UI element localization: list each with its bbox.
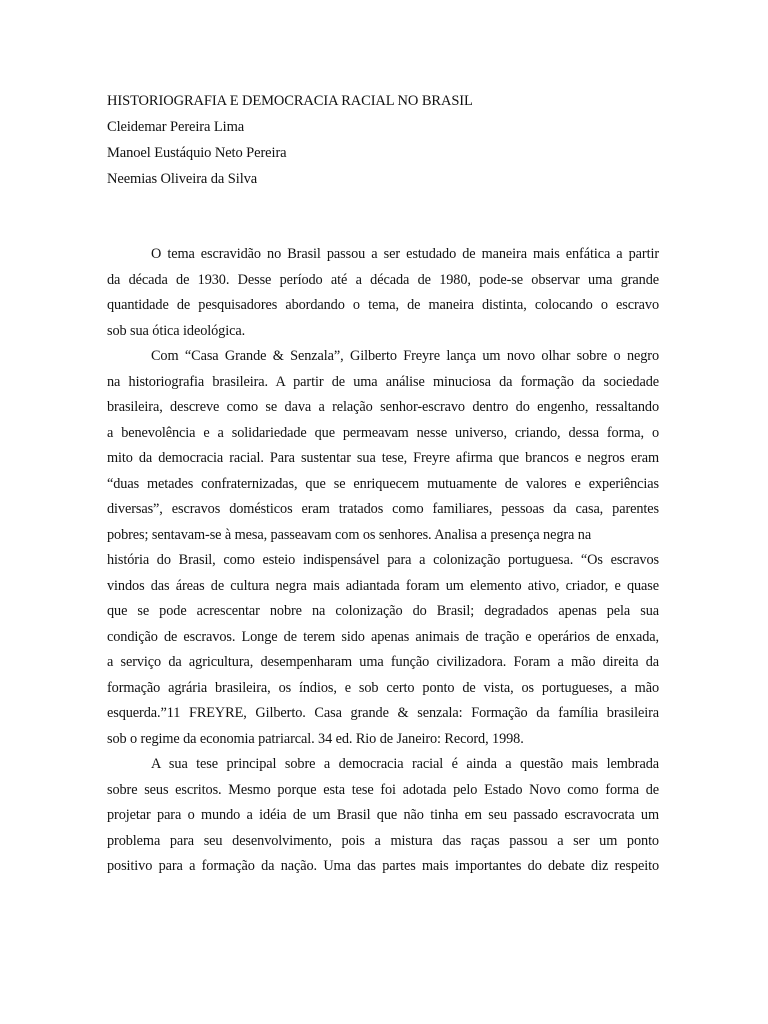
text-line: da década de 1930. Desse período até a década de 1980, pode-se observar uma grande [107, 271, 659, 288]
text-line: “duas metades confraternizadas, que se enriquecem mutuamente de valores e experiências [107, 475, 659, 492]
text-line: O tema escravidão no Brasil passou a ser estudado de maneira mais enfática a partir [151, 246, 659, 262]
paragraph [107, 344, 659, 752]
text-line: diversas”, escravos domésticos eram tratados como familiares, pessoas da casa, parentes [107, 501, 659, 517]
text-line: que se pode acrescentar nobre na colonização do Brasil; degradados apenas pela sua [107, 603, 659, 619]
text-line: a serviço da agricultura, desempenharam uma função civilizadora. Foram a mão direita da [107, 654, 659, 670]
text-line: positivo para a formação da nação. Uma das partes mais importantes do debate diz respeito [107, 858, 659, 874]
text-line: vindos das áreas de cultura negra mais adiantada foram um elemento ativo, criador, e quase [107, 577, 659, 594]
text-line: formação agrária brasileira, os índios, e sob certo ponto de vista, os portugueses, a mão [107, 679, 659, 696]
text-line: problema para seu desenvolvimento, pois a mistura das raças passou a ser um ponto [107, 832, 659, 849]
text-line: pobres; sentavam-se à mesa, passeavam com os senhores. Analisa a presença negra na [107, 526, 592, 543]
document-header [107, 88, 667, 192]
text-line: condição de escravos. Longe de terem sido apenas animais de tração e operários de enxada, [107, 628, 659, 645]
text-line: a benevolência e a solidariedade que permeavam nesse universo, criando, dessa forma, o [107, 424, 659, 441]
text-line: projetar para o mundo a idéia de um Brasil que não tinha em seu passado escravocrata um [107, 807, 659, 823]
text-line: brasileira, descreve como se dava a relação senhor-escravo dentro do engenho, ressaltando [107, 399, 659, 415]
text-line: sob o regime da economia patriarcal. 34 ed. Rio de Janeiro: Record, 1998. [107, 730, 524, 747]
text-line: quantidade de pesquisadores abordando o tema, de maneira distinta, colocando o escravo [107, 297, 659, 313]
text-line: esquerda.”11 FREYRE, Gilberto. Casa grande & senzala: Formação da família brasileira [107, 705, 659, 721]
author-name: Neemias Oliveira da Silva [107, 171, 258, 187]
author-name: Manoel Eustáquio Neto Pereira [107, 145, 287, 161]
text-line: sobre seus escritos. Mesmo porque esta tese foi adotada pelo Estado Novo como forma de [107, 781, 659, 798]
text-line: história do Brasil, como esteio indispensável para a colonização portuguesa. “Os escravos [107, 552, 659, 568]
paragraph [107, 752, 659, 880]
text-line: mito da democracia racial. Para sustentar sua tese, Freyre afirma que brancos e negros eram [107, 450, 659, 466]
text-line: na historiografia brasileira. A partir de uma análise minuciosa da formação da sociedade [107, 373, 659, 390]
document-title: HISTORIOGRAFIA E DEMOCRACIA RACIAL NO BRASIL [107, 93, 473, 109]
text-line: A sua tese principal sobre a democracia racial é ainda a questão mais lembrada [151, 756, 659, 772]
text-line: Com “Casa Grande & Senzala”, Gilberto Freyre lança um novo olhar sobre o negro [151, 348, 659, 364]
text-line: sob sua ótica ideológica. [107, 322, 246, 339]
paragraph [107, 242, 659, 344]
document-body [107, 242, 659, 880]
author-name: Cleidemar Pereira Lima [107, 119, 245, 135]
